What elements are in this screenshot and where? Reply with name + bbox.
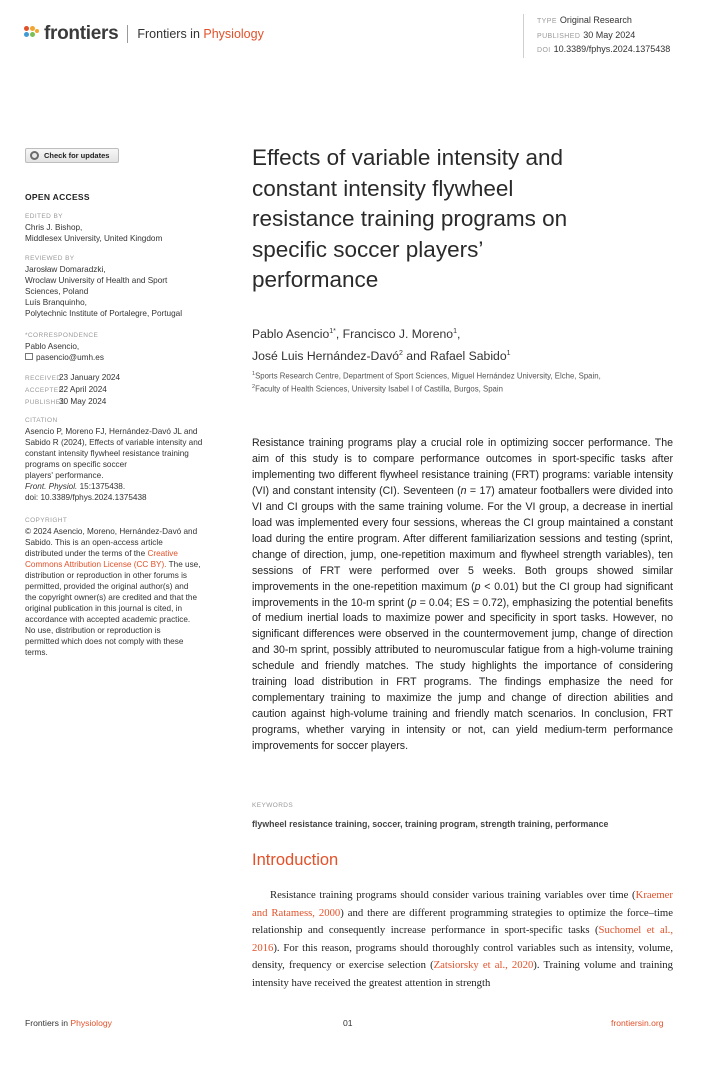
article-type: Original Research — [559, 15, 632, 25]
section-heading-introduction: Introduction — [252, 851, 339, 869]
correspondence-email[interactable]: pasencio@umh.es — [36, 353, 104, 362]
author-list: Pablo Asencio$^{1*}$, Francisco J. Moreno$^1$, José Luis Hernández-Davó$^2$ and Rafael Sabido$^1$ — [252, 327, 511, 364]
citation-link[interactable]: Suchomel et al., 2016 — [252, 924, 674, 954]
affiliations: $^1$Sports Research Centre, Department of Sport Sciences, Miguel Hernández University, Elche, Spain, $^2$Faculty of Health Sciences, University Isabel I of Castilla, Burgos, Spain — [252, 371, 601, 394]
check-for-updates-button[interactable]: Check for updates — [25, 148, 119, 163]
publisher-name: frontiers — [44, 23, 119, 44]
open-access-label: OPEN ACCESS — [25, 192, 90, 202]
citation: CITATION Asencio P, Moreno FJ, Hernández-Davó JL and Sabido R (2024), Effects of variable intensity and constant intensity flywheel resistance training programs on specific soccer players' performance. Front. Physiol. 15:1375438. doi: 10.3389/fphys.2024.1375438 — [25, 417, 203, 502]
page-number: 01 — [343, 1018, 353, 1028]
frontiers-logo[interactable] — [24, 22, 264, 46]
footer-site-link[interactable]: frontiersin.org — [611, 1018, 664, 1028]
reviewed-by: REVIEWED BY Jarosław Domaradzki, Wroclaw University of Health and Sport Sciences, Poland Luís Branquinho, Polytechnic Institute of Portalegre, Portugal — [25, 255, 183, 318]
keywords: flywheel resistance training, soccer, training program, strength training, performance — [252, 819, 609, 829]
article-title: Effects of variable intensity and constant intensity flywheel resistance training programs on specific soccer players’ performance — [252, 145, 568, 292]
abstract: Resistance training programs play a crucial role in optimizing soccer performance. The aim of this study is to compare performance outcomes in sport-specific tasks after implementing two different flywheel resistance training (FRT) programs: variable intensity (VI) and constant intensity (CI). Seventeen (n = 17) amateur footballers were divided into VI and CI groups with the same training volume. For the VI group, a decrease in inertial load was implemented every four sessions, whereas the CI group maintained a constant load during the entire program. After different familiarization sessions and testing (sprint, change of direction, jump, one-repetition maximum and flywheel strength variables), ten sessions of FRT were performed over 5 weeks. Both groups showed similar improvements in the one-repetition maximum (p < 0.01) but the CI group had significant improvements in the 10-m sprint (p = 0.04; ES = 0.72), emphasizing the potential benefits of medium inertial loads to maximize power and specificity in sport tasks. However, no significant differences were observed in the countermovement jump, change of direction and 30-m sprint, possibly attributed to neuromuscular fatigue from a high-volume training schedule and friendly matches. The study highlights the importance of considering training load distribution in FRT programs. The findings emphasize the need for complementary training to maximize the jump and change of direction abilities and caution against high-volume training and friendly match scenarios. In conclusion, FRT programs, whether varying in intensity or not, can yield medium-term performance improvements for soccer players. — [252, 437, 673, 753]
edited-by: EDITED BY Chris J. Bishop, Middlesex University, United Kingdom — [25, 213, 163, 243]
citation-link[interactable]: Zatsiorsky et al., 2020 — [433, 959, 534, 971]
article-meta: TYPE Original Research PUBLISHED 30 May 2024 DOI 10.3389/fphys.2024.1375438 — [523, 14, 670, 58]
frontiers-logo-icon — [24, 26, 40, 42]
logo-divider — [127, 25, 128, 43]
correspondence: *CORRESPONDENCE Pablo Asencio, pasencio@umh.es — [25, 332, 104, 362]
journal-name: Frontiers in Physiology — [137, 27, 264, 41]
license-link[interactable]: Creative — [147, 549, 178, 558]
citation-link[interactable]: Kraemer and Ratamess, 2000 — [252, 889, 673, 919]
update-check-icon — [30, 151, 39, 160]
license-link-cont[interactable]: Commons Attribution License (CC BY). — [25, 560, 167, 569]
keywords-label: KEYWORDS — [252, 802, 294, 809]
introduction-paragraph: Resistance training programs should consider various training variables over time (Kraemer and Ratamess, 2000) and there are different programming strategies to optimize the force–time relationship and consequently increase performance in sport-specific tasks (Suchomel et al., 2016). For this reason, programs should thoroughly control variables such as intensity, volume, density, frequency or exercise selection (Zatsiorsky et al., 2020). Training volume and training intensity have received the greatest attention in strength — [252, 889, 674, 989]
copyright: COPYRIGHT © 2024 Asencio, Moreno, Hernández-Davó and Sabido. This is an open-access article distributed under the terms of the Creative Commons Attribution License (CC BY). The use, distribution or reproduction in other forums is permitted, provided the original author(s) and the copyright owner(s) are credited and that the original publication in this journal is cited, in accordance with accepted academic practice. No use, distribution or reproduction is permitted which does not comply with these terms. — [25, 517, 201, 657]
footer-journal: Frontiers in Physiology — [25, 1018, 112, 1028]
doi: 10.3389/fphys.2024.1375438 — [553, 44, 671, 54]
article-dates: RECEIVED23 January 2024 ACCEPTED22 April 2024 PUBLISHED30 May 2024 — [25, 373, 120, 406]
email-icon — [25, 353, 33, 360]
publish-date: 30 May 2024 — [583, 29, 636, 40]
